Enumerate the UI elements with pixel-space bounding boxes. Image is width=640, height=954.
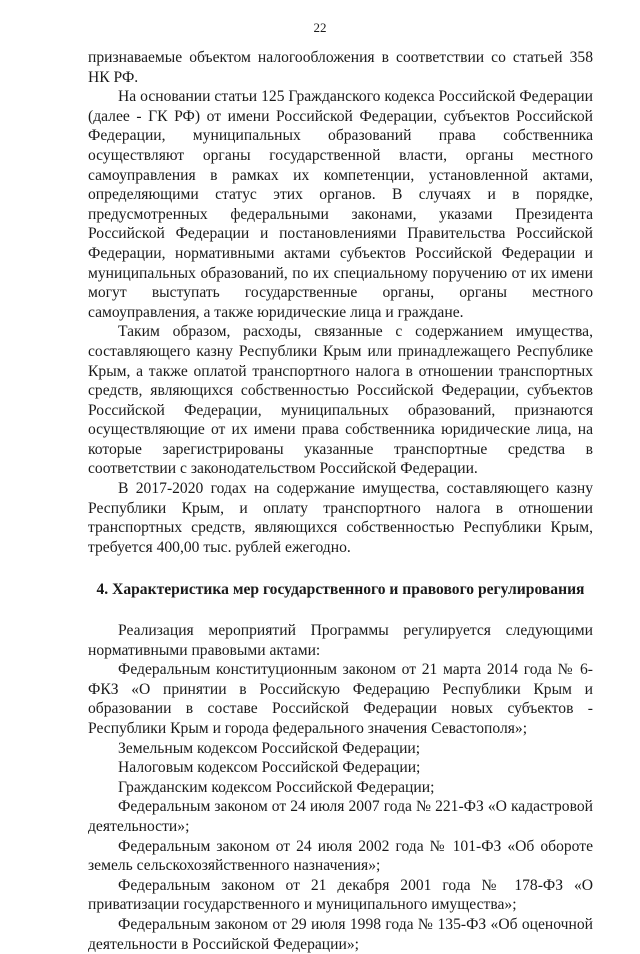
list-item-agricultural-land-law: Федеральным законом от 24 июля 2002 года № 101-ФЗ «Об обороте земель сельскохозяйственного назначения»; bbox=[88, 837, 593, 875]
paragraph-continuation: признаваемые объектом налогообложения в соответствии со статьей 358 НК РФ. bbox=[88, 49, 593, 86]
paragraph-funding: В 2017-2020 годах на содержание имущества, составляющего казну Республики Крым, и оплату транспортного налога в отношении транспортных средств, являющихся собственностью Республики Крым, требуется 400,00 тыс. рублей ежегодно. bbox=[88, 480, 593, 556]
list-item-civil-code: Гражданским кодексом Российской Федерации; bbox=[118, 778, 435, 796]
paragraph-intro: Реализация мероприятий Программы регулируется следующими нормативными правовыми актами: bbox=[88, 622, 593, 659]
document-body bbox=[88, 48, 593, 954]
page-number: 22 bbox=[313, 20, 327, 35]
paragraph-property-rights: На основании статьи 125 Гражданского кодекса Российской Федерации (далее - ГК РФ) от имени Российской Федерации, субъектов Российской Федерации, муниципальных образований права собственника осуществляют органы государственной власти, органы местного самоуправления в рамках их компетенции, установленной актами, определяющими статус этих органов. В случаях и в порядке, предусмотренных федеральными законами, указами Президента Российской Федерации и постановлениями Правительства Российской Федерации, нормативными актами субъектов Российской Федерации и муниципальных образований, по их специальному поручению от их имени могут выступать государственные органы, органы местного самоуправления, а также юридические лица и граждане. bbox=[88, 88, 593, 321]
list-item-land-code: Земельным кодексом Российской Федерации; bbox=[118, 739, 421, 757]
list-item-cadastral-law: Федеральным законом от 24 июля 2007 года № 221-ФЗ «О кадастровой деятельности»; bbox=[88, 798, 593, 835]
section-heading: 4. Характеристика мер государственного и правового регулирования bbox=[96, 581, 585, 599]
list-item-privatization-law: Федеральным законом от 21 декабря 2001 года № 178-ФЗ «О приватизации государственного и муниципального имущества»; bbox=[88, 876, 593, 914]
paragraph-expenses: Таким образом, расходы, связанные с содержанием имущества, составляющего казну Республики Крым или принадлежащего Республике Крым, а также оплатой транспортного налога в отношении транспортных средств, являющихся собственностью Российской Федерации, субъектов Российской Федерации, муниципальных образований, признаются осуществляющие от их имени права собственника юридические лица, на которые зарегистрированы указанные транспортные средства в соответствии с законодательством Российской Федерации. bbox=[88, 323, 593, 478]
list-item-tax-code: Налоговым кодексом Российской Федерации; bbox=[118, 759, 421, 777]
list-item-valuation-law: Федеральным законом от 29 июля 1998 года № 135-ФЗ «Об оценочной деятельности в Российской Федерации»; bbox=[88, 915, 593, 953]
list-item-constitutional-law: Федеральным конституционным законом от 21 марта 2014 года № 6-ФКЗ «О принятии в Российскую Федерацию Республики Крым и образовании в составе Российской Федерации новых субъектов - Республики Крым и города федерального значения Севастополя»; bbox=[88, 661, 593, 737]
